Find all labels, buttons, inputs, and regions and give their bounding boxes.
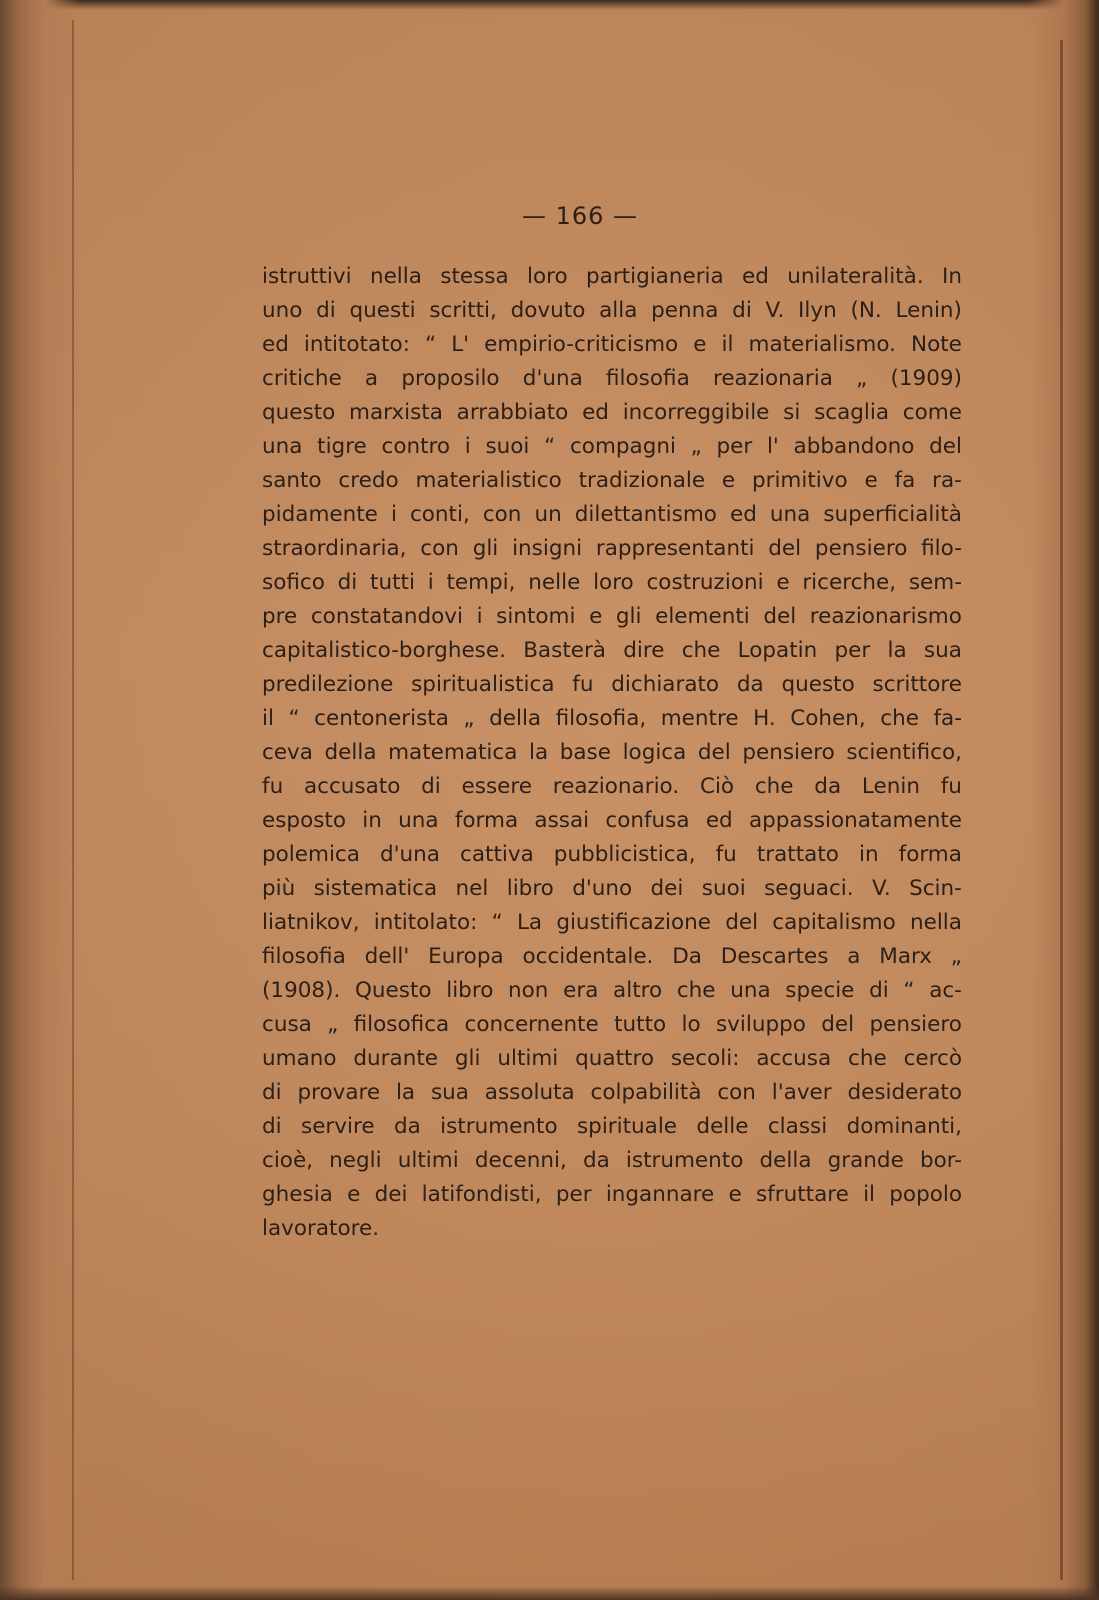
text-line: una tigre contro i suoi “ compagni „ per l' abbandono del [262,434,962,459]
text-line: di servire da istrumento spirituale delle classi dominanti, [262,1114,962,1139]
text-line: pre constatandovi i sintomi e gli elementi del reazionarismo [262,604,962,629]
text-line: santo credo materialistico tradizionale e primitivo e fa ra- [262,468,962,493]
page-top-edge [0,0,1099,10]
text-line: critiche a proposilo d'una filosofia reazionaria „ (1909) [262,366,962,391]
text-line: (1908). Questo libro non era altro che una specie di “ ac- [262,978,962,1003]
text-line: questo marxista arrabbiato ed incorreggibile si scaglia come [262,400,962,425]
page-right-fold-line [1060,40,1063,1580]
text-line: esposto in una forma assai confusa ed appassionatamente [262,808,962,833]
text-line: il “ centonerista „ della filosofia, mentre H. Cohen, che fa- [262,706,962,731]
page-left-edge [0,0,80,1600]
page-bottom-edge [0,1586,1099,1600]
page-left-fold-line [72,20,74,1580]
text-line: polemica d'una cattiva pubblicistica, fu trattato in forma [262,842,962,867]
text-line: più sistematica nel libro d'uno dei suoi seguaci. V. Scin- [262,876,962,901]
text-line: pidamente i conti, con un dilettantismo ed una superficialità [262,502,962,527]
text-line: ceva della matematica la base logica del pensiero scientifico, [262,740,962,765]
text-line: umano durante gli ultimi quattro secoli: accusa che cercò [262,1046,962,1071]
text-line: istruttivi nella stessa loro partigianeria ed unilateralità. In [262,264,962,289]
text-line: filosofia dell' Europa occidentale. Da Descartes a Marx „ [262,944,962,969]
text-line: fu accusato di essere reazionario. Ciò che da Lenin fu [262,774,962,799]
text-line: liatnikov, intitolato: “ La giustificazione del capitalismo nella [262,910,962,935]
text-line: ed intitotato: “ L' empirio-criticismo e il materialismo. Note [262,332,962,357]
text-line: cusa „ filosofica concernente tutto lo sviluppo del pensiero [262,1012,962,1037]
body-text [262,260,962,1246]
text-line: straordinaria, con gli insigni rappresentanti del pensiero filo- [262,536,962,561]
text-line: predilezione spiritualistica fu dichiarato da questo scrittore [262,672,962,697]
page-right-edge [1029,0,1099,1600]
text-line: uno di questi scritti, dovuto alla penna di V. Ilyn (N. Lenin) [262,298,962,323]
text-line: lavoratore. [262,1216,380,1241]
text-line: capitalistico-borghese. Basterà dire che Lopatin per la sua [262,638,962,663]
text-line: cioè, negli ultimi decenni, da istrumento della grande bor- [262,1148,962,1173]
text-line: ghesia e dei latifondisti, per ingannare e sfruttare il popolo [262,1182,962,1207]
text-line: di provare la sua assoluta colpabilità con l'aver desiderato [262,1080,962,1105]
text-line: sofico di tutti i tempi, nelle loro costruzioni e ricerche, sem- [262,570,962,595]
page-number: — 166 — [521,202,639,230]
